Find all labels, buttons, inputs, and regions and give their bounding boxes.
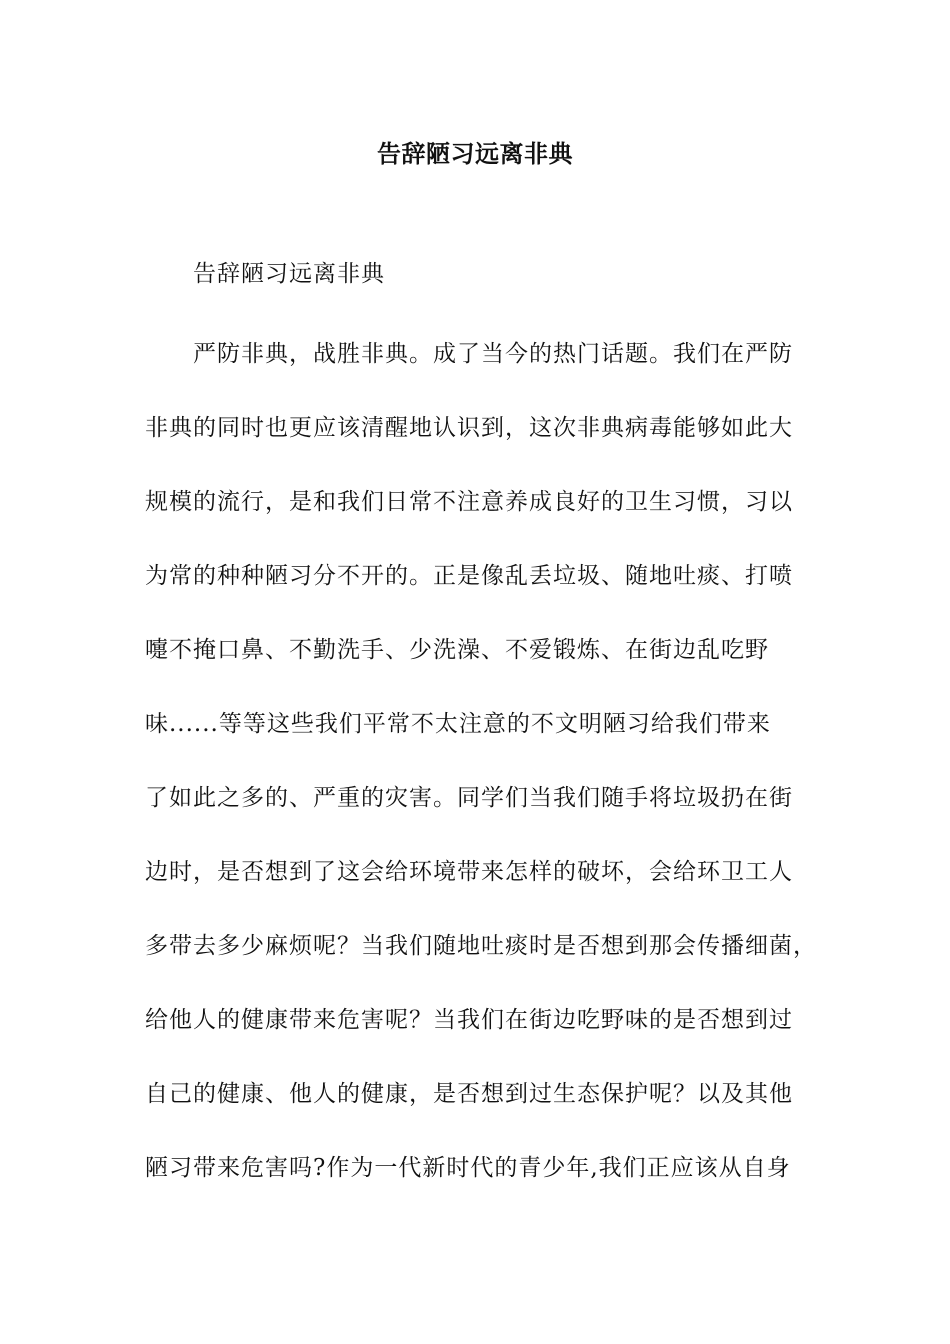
paragraph-line: 嚏不掩口鼻、不勤洗手、少洗澡、不爱锻炼、在街边乱吃野 — [145, 637, 769, 663]
paragraph-line: 边时，是否想到了这会给环境带来怎样的破坏，会给环卫工人 — [145, 859, 793, 885]
paragraph-line: 味......等等这些我们平常不太注意的不文明陋习给我们带来 — [145, 711, 771, 737]
document-title: 告辞陋习远离非典 — [377, 139, 573, 168]
body-paragraph — [145, 332, 825, 1220]
paragraph-line: 为常的种种陋习分不开的。正是像乱丢垃圾、随地吐痰、打喷 — [145, 563, 793, 589]
paragraph-line: 非典的同时也更应该清醒地认识到，这次非典病毒能够如此大 — [145, 415, 793, 441]
paragraph-line: 严防非典，战胜非典。成了当今的热门话题。我们在严防 — [193, 341, 793, 367]
paragraph-line: 规模的流行，是和我们日常不注意养成良好的卫生习惯，习以 — [145, 489, 793, 515]
paragraph-line: 给他人的健康带来危害呢？当我们在街边吃野味的是否想到过 — [145, 1007, 793, 1033]
paragraph-line: 多带去多少麻烦呢？当我们随地吐痰时是否想到那会传播细菌， — [145, 933, 817, 959]
document-subtitle: 告辞陋习远离非典 — [193, 261, 385, 287]
paragraph-line: 了如此之多的、严重的灾害。同学们当我们随手将垃圾扔在街 — [145, 785, 793, 811]
paragraph-line: 自己的健康、他人的健康，是否想到过生态保护呢？以及其他 — [145, 1081, 793, 1107]
paragraph-line: 陋习带来危害吗?作为一代新时代的青少年,我们正应该从自身 — [145, 1155, 791, 1181]
